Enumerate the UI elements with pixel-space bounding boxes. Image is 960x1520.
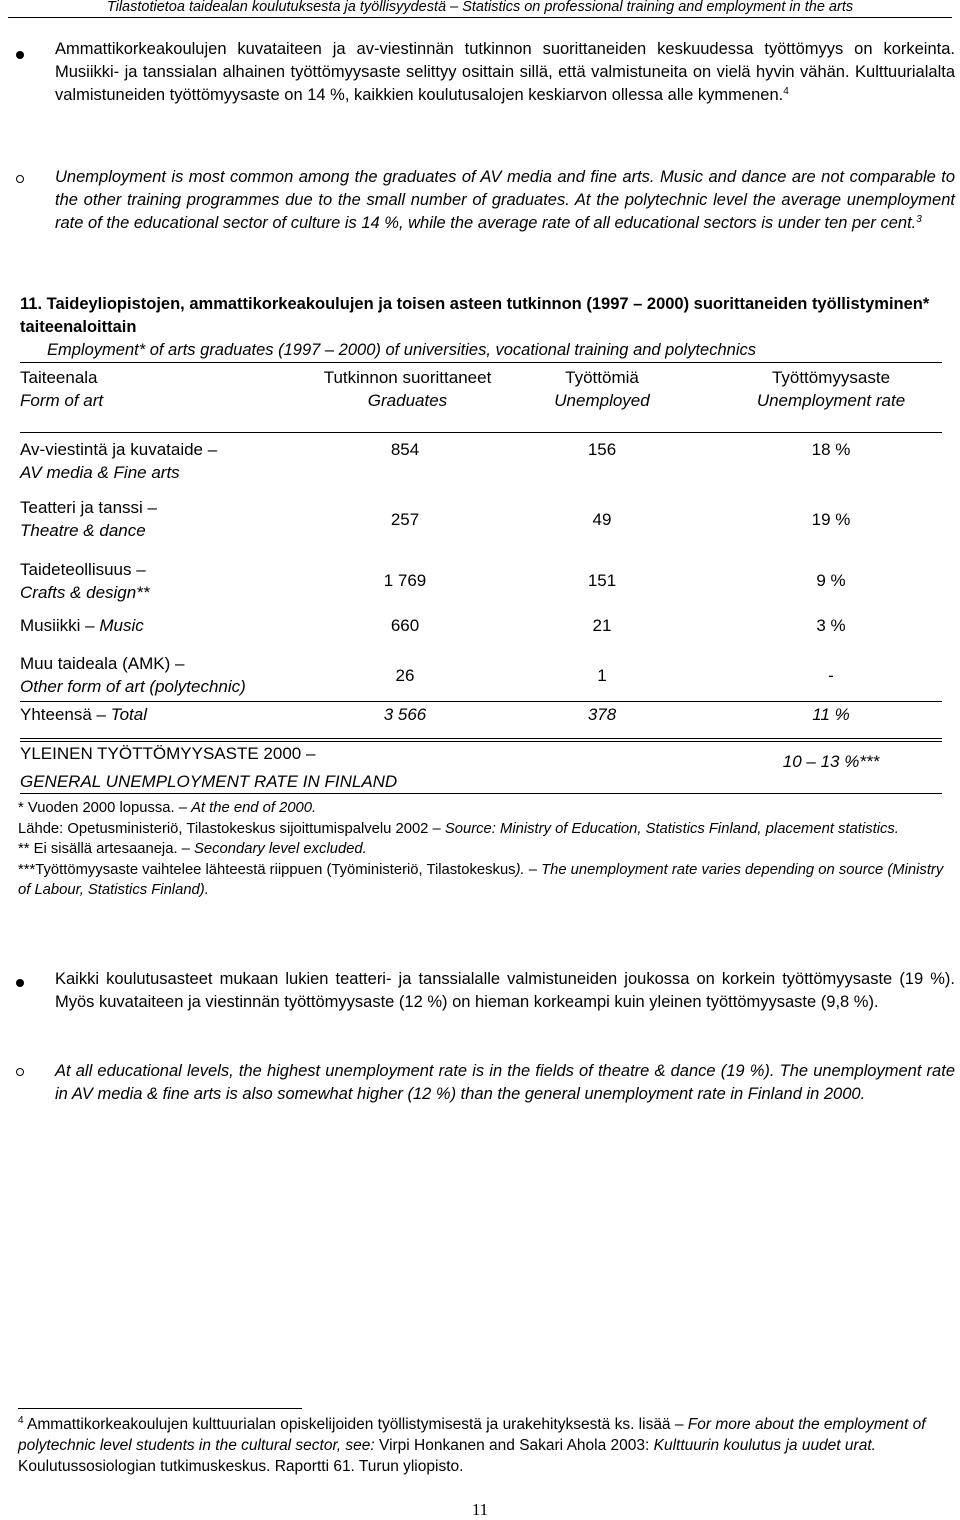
page-number: 11 xyxy=(471,1500,489,1519)
footnote: $^4$ Ammattikorkeakoulujen kulttuurialan opiskelijoiden työllistymisestä ja urakehityksestä ks. lisää – For more about the employment of polytechnic level students in the cultural sector, see: Virpi Honkanen and Sakari Ahola 2003: Kulttuurin koulutus ja uudet urat. Koulutussosiologian tutkimuskeskus. Raportti 61. Turun yliopisto. xyxy=(18,1415,926,1475)
intro-paragraph-en: Unemployment is most common among the graduates of AV media and fine arts. Music and dance are not comparable to the other training programmes due to the small number of graduates. At the polytechnic level the average unemployment rate of the educational sector of culture is 14 %, while the average rate of all educational sectors is under ten per cent.$^3$ xyxy=(55,168,955,232)
table-total-rule xyxy=(20,701,942,702)
table-header-rule xyxy=(20,432,942,433)
note-rate-varies: ***Työttömyysaste vaihtelee lähteestä riippuen (Työministeriö, Tilastokeskus). – The unemployment rate varies depending on source (Ministry of Labour, Statistics Finland). xyxy=(18,861,944,898)
table-notes xyxy=(18,798,948,901)
table-title-fi: 11. Taideyliopistojen, ammattikorkeakoulujen ja toisen asteen tutkinnon (1997 – 2000) suorittaneiden työllistyminen* taiteenaloittain xyxy=(20,295,930,336)
running-header xyxy=(0,0,960,20)
footnote-ref: 3 xyxy=(916,214,922,225)
note-end-of-year: * Vuoden 2000 lopussa. – At the end of 2000. xyxy=(18,800,317,816)
table-bottom-rule xyxy=(20,793,942,794)
summary-paragraph-en: At all educational levels, the highest unemployment rate is in the fields of theatre & dance (19 %). The unemployment rate in AV media & fine arts is also somewhat higher (12 %) than the general unemployment rate in Finland in 2000. xyxy=(55,1062,955,1103)
bullet-icon xyxy=(16,51,24,59)
table-top-rule xyxy=(20,362,942,363)
running-title: Tilastotietoa taidealan koulutuksesta ja työllisyydestä – Statistics on professional training and employment in the arts xyxy=(106,0,854,15)
header-divider xyxy=(8,17,952,18)
footnote-divider xyxy=(18,1408,302,1409)
bullet-icon xyxy=(16,979,24,987)
table-title-en: Employment* of arts graduates (1997 – 2000) of universities, vocational training and polytechnics xyxy=(47,341,756,359)
footnote-marker: 4 xyxy=(18,1415,24,1426)
note-secondary: ** Ei sisällä artesaaneja. – Secondary level excluded. xyxy=(18,841,367,857)
ring-bullet-icon xyxy=(16,175,24,183)
ring-bullet-icon xyxy=(16,1068,24,1076)
summary-paragraph-fi: Kaikki koulutusasteet mukaan lukien teatteri- ja tanssialalle valmistuneiden joukossa on korkein työttömyysaste (19 %). Myös kuvataiteen ja viestinnän työttömyysaste (12 %) on hieman korkeampi kuin yleinen työttömyysaste (9,8 %). xyxy=(55,970,955,1011)
note-source: Lähde: Opetusministeriö, Tilastokeskus sijoittumispalvelu 2002 – Source: Ministry of Education, Statistics Finland, placement statistics. xyxy=(18,820,899,837)
footnote-ref: 4 xyxy=(783,86,789,97)
intro-paragraph-fi: Ammattikorkeakoulujen kuvataiteen ja av-viestinnän tutkinnon suorittaneiden keskuudessa työttömyys on korkeinta. Musiikki- ja tanssialan alhainen työttömyysaste selittyy osittain sillä, että valmistuneita on vielä hyvin vähän. Kulttuurialalta valmistuneiden työttömyysaste on 14 %, kaikkien koulutusalojen keskiarvon ollessa alle kymmenen.$^4$ xyxy=(55,40,955,104)
